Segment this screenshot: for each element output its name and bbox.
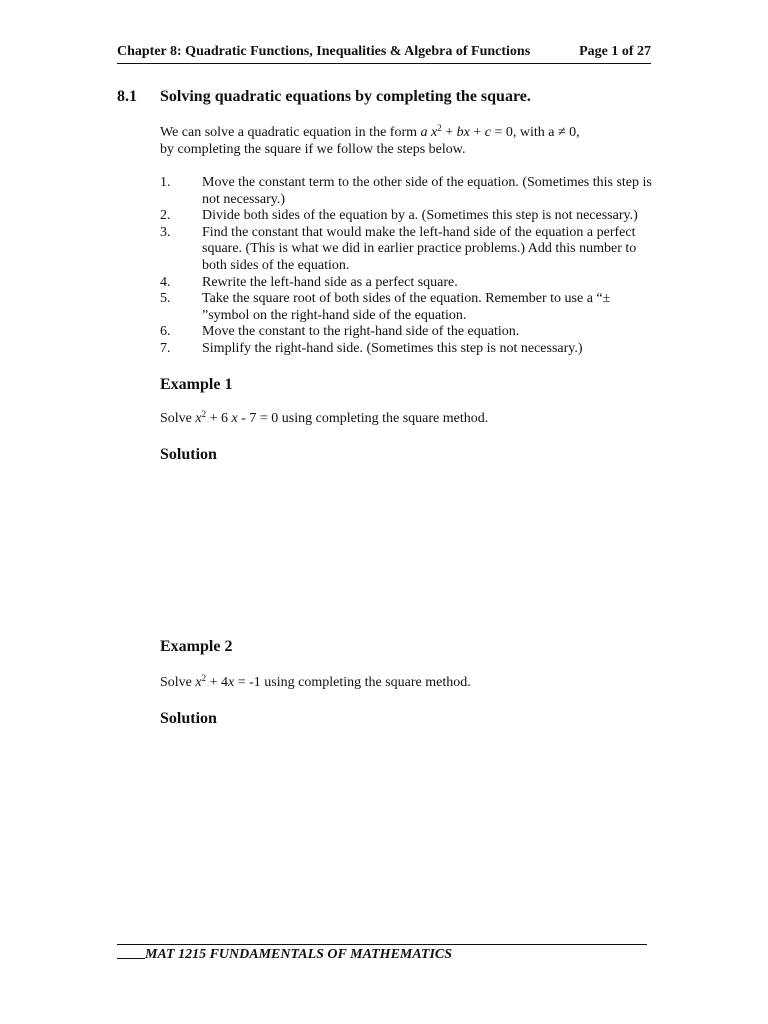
example-1-heading: Example 1 <box>160 376 233 393</box>
list-item: 2. Divide both sides of the equation by a. (Sometimes this step is not necessary.) <box>160 208 638 224</box>
list-item: 1. Move the constant term to the other side of the equation. (Sometimes this step is not necessary.) <box>160 175 652 207</box>
intro-paragraph <box>160 124 660 158</box>
intro-line-1: We can solve a quadratic equation in the form a $x^2$ + bx + c = 0, with a ≠ 0, <box>160 123 580 140</box>
example-1-problem: Solve $x^2 + 6$ x - 7 = 0 using completing the square method. <box>160 409 489 426</box>
page-header <box>117 43 651 64</box>
course-title: MAT 1215 FUNDAMENTALS OF MATHEMATICS <box>145 947 453 962</box>
chapter-title: Chapter 8: Quadratic Functions, Inequalities & Algebra of Functions <box>117 44 531 59</box>
list-item: 3. Find the constant that would make the left-hand side of the equation a perfect square. (This is what we did in earlier practice problems.) Add this number to both sides of the equation. <box>160 224 637 273</box>
section-title: Solving quadratic equations by completing the square. <box>160 88 531 105</box>
footer-blank-line <box>117 945 145 959</box>
page-footer <box>117 945 452 963</box>
steps-list <box>160 175 655 358</box>
example-2-problem: Solve $x^2 + 4x = -1$ using completing the square method. <box>160 673 471 690</box>
example-1-solution-heading: Solution <box>160 446 217 463</box>
intro-line-2: by completing the square if we follow the steps below. <box>160 142 466 157</box>
list-item: 6. Move the constant to the right-hand side of the equation. <box>160 324 520 340</box>
page-number: Page 1 of 27 <box>579 44 651 59</box>
example-2-heading: Example 2 <box>160 638 233 655</box>
section-number: 8.1 <box>117 88 137 105</box>
list-item: 7. Simplify the right-hand side. (Sometimes this step is not necessary.) <box>160 340 583 356</box>
example-2-solution-heading: Solution <box>160 710 217 727</box>
list-item: 5. Take the square root of both sides of the equation. Remember to use a “± ”symbol on the right-hand side of the equation. <box>160 291 611 323</box>
list-item: 4. Rewrite the left-hand side as a perfect square. <box>160 274 458 290</box>
